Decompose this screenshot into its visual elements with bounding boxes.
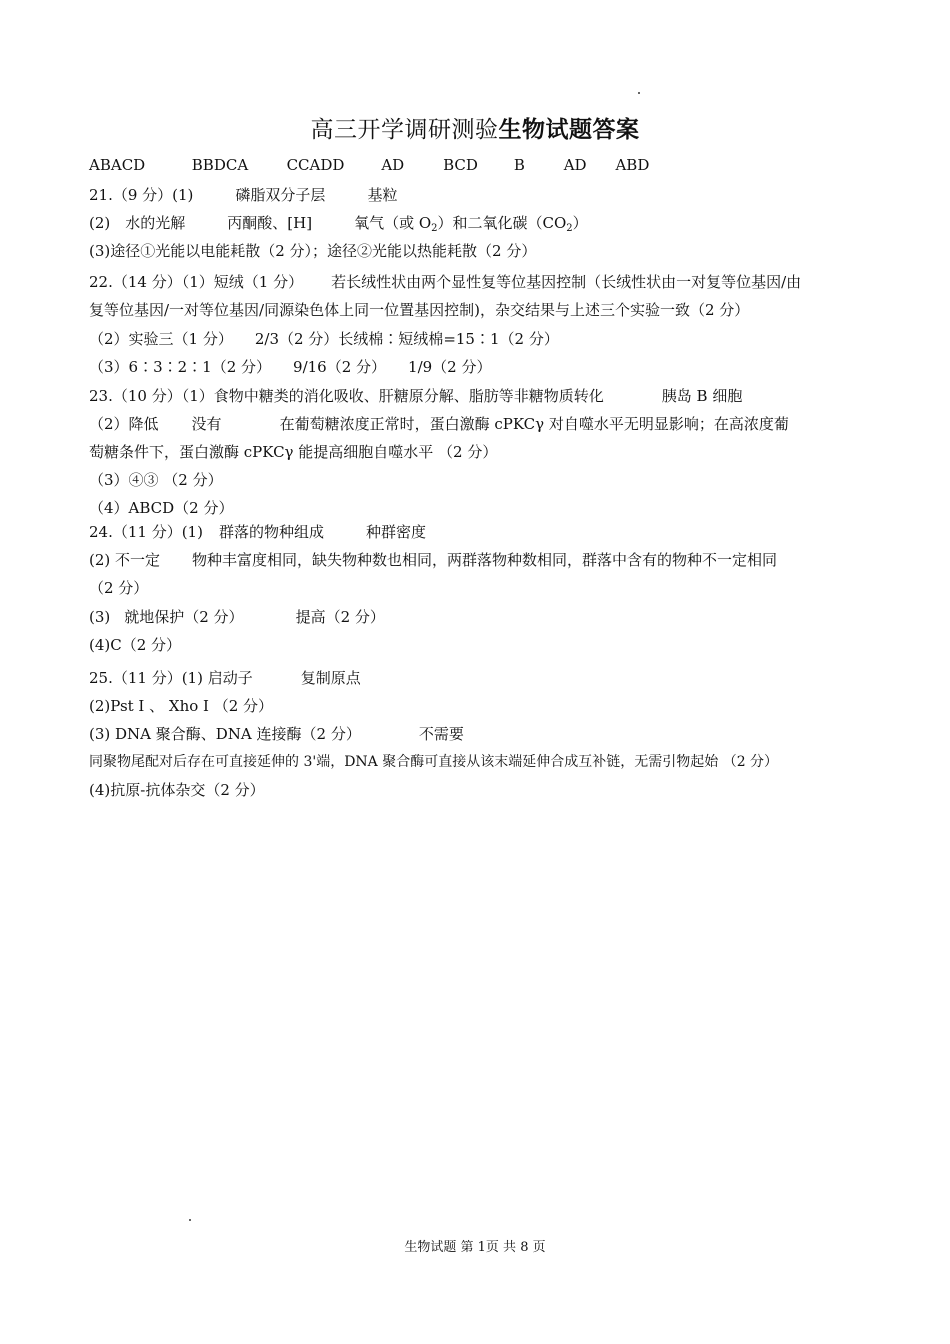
scan-speck (638, 92, 640, 94)
subscript: 2 (566, 223, 573, 234)
q25-text: 复制原点 (300, 669, 361, 687)
mc-group: BBDCA (191, 156, 249, 174)
q21-answer: 磷脂双分子层 (235, 186, 326, 204)
q23-text: （2）降低 (89, 415, 159, 433)
q25-line-4: 同聚物尾配对后存在可直接延伸的 3'端，DNA 聚合酶可直接从该末端延伸合成互补链，无需引物起始 （2 分） (89, 754, 779, 770)
q21-answer: ） (572, 214, 588, 232)
q25-text: 25.（11 分）(1) 启动子 (89, 669, 253, 687)
scan-speck (189, 1219, 191, 1221)
q24-text: 种群密度 (365, 523, 426, 541)
q24-text: 物种丰富度相同，缺失物种数也相同，两群落物种数相同，群落中含有的物种不一定相同 (192, 551, 778, 569)
q22-text: 若长绒性状由两个显性复等位基因控制（长绒性状由一对复等位基因/由 (331, 273, 802, 291)
q21-answer: 基粒 (367, 186, 398, 204)
q24-line-5: (4)C（2 分） (89, 636, 182, 654)
q25-line-5: (4)抗原-抗体杂交（2 分） (89, 781, 265, 799)
q21-answer: ）和二氧化碳（CO (437, 214, 567, 232)
mc-group: AD (563, 156, 587, 174)
q22-line-4 (89, 356, 491, 377)
q24-line-2 (89, 549, 777, 570)
q23-line-3: 萄糖条件下，蛋白激酶 cPKCγ 能提高细胞自噬水平 （2 分） (89, 443, 498, 461)
q23-line-2 (89, 413, 789, 434)
q25-line-2: (2)Pst Ⅰ 、 Xho Ⅰ （2 分） (89, 697, 274, 715)
q22-line-3 (89, 328, 559, 349)
q24-text: (2) 不一定 (89, 551, 161, 569)
mc-answers (89, 156, 649, 174)
q22-text: （2）实验三（1 分） (89, 330, 233, 348)
q24-line-4 (89, 606, 385, 627)
q25-text: 不需要 (418, 725, 464, 743)
q22-text: （3）6∶3∶2∶1（2 分） (89, 358, 272, 376)
q24-text: 24.（11 分）(1) (89, 523, 203, 541)
mc-group: ABD (615, 156, 650, 174)
q24-text: 就地保护（2 分） (124, 608, 244, 626)
q21-label: 21.（9 分）(1) (89, 186, 194, 204)
q21-answer: 水的光解 (125, 214, 186, 232)
q23-text: 在葡萄糖浓度正常时，蛋白激酶 cPKCγ 对自噬水平无明显影响；在高浓度葡 (279, 415, 789, 433)
q23-line-1 (89, 385, 742, 406)
q22-line-1 (89, 271, 801, 292)
title-plain: 高三开学调研测验 (310, 117, 499, 143)
q24-text: 群落的物种组成 (218, 523, 324, 541)
mc-group: CCADD (286, 156, 345, 174)
q24-text: 提高（2 分） (295, 608, 385, 626)
q23-line-5: （4）ABCD（2 分） (89, 499, 234, 517)
mc-group: BCD (443, 156, 478, 174)
page-footer: 生物试题 第 1页 共 8 页 (404, 1240, 546, 1255)
q25-line-1 (89, 667, 361, 688)
title-bold: 生物试题答案 (498, 116, 640, 143)
q22-text: 9/16（2 分） (293, 358, 387, 376)
q21-part-label: (2) (89, 214, 111, 232)
q22-text: 1/9（2 分） (408, 358, 492, 376)
q22-text: 22.（14 分）（1）短绒（1 分） (89, 273, 304, 291)
mc-group: ABACD (89, 156, 146, 174)
mc-group: AD (381, 156, 405, 174)
q24-line-3: （2 分） (89, 579, 149, 597)
q25-line-3 (89, 723, 464, 744)
mc-group: B (513, 156, 525, 174)
q21-answer: 丙酮酸、[H] (227, 214, 313, 232)
q21-line-3: (3)途径①光能以电能耗散（2 分）；途径②光能以热能耗散（2 分） (89, 242, 537, 260)
q21-answer: 氧气（或 O (354, 214, 432, 232)
subscript: 2 (431, 223, 438, 234)
q22-text: 2/3（2 分）长绒棉∶短绒棉=15∶1（2 分） (254, 330, 559, 348)
q23-line-4: （3）④③ （2 分） (89, 471, 223, 489)
q22-line-2: 复等位基因/一对等位基因/同源染色体上同一位置基因控制)，杂交结果与上述三个实验一致（2 分） (89, 301, 750, 319)
q23-text: 胰岛 B 细胞 (661, 387, 743, 405)
q21-line-2 (89, 212, 588, 234)
q24-text: (3) (89, 608, 111, 626)
page-title (0, 111, 950, 144)
q23-text: 没有 (191, 415, 222, 433)
q24-line-1 (89, 521, 426, 542)
q21-line-1 (89, 184, 397, 205)
q25-text: (3) DNA 聚合酶、DNA 连接酶（2 分） (89, 725, 361, 743)
q23-text: 23.（10 分）（1）食物中糖类的消化吸收、肝糖原分解、脂肪等非糖物质转化 (89, 387, 604, 405)
